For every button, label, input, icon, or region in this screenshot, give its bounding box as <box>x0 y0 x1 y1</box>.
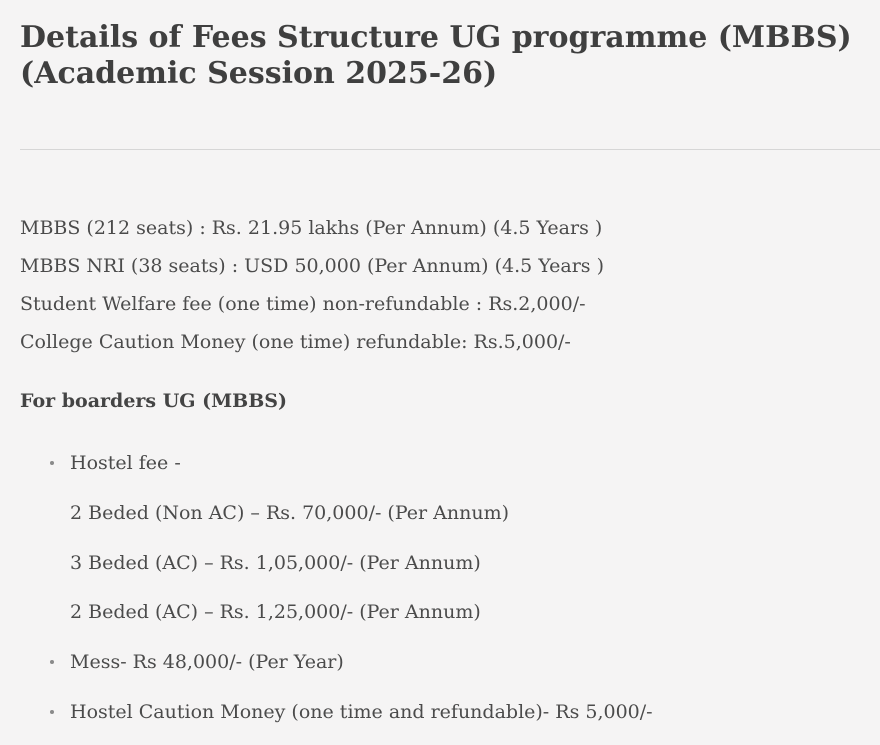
fee-mbbs: MBBS (212 seats) : Rs. 21.95 lakhs (Per Annum) (4.5 Years ) <box>20 217 603 239</box>
boarders-heading: For boarders UG (MBBS) <box>20 390 287 412</box>
list-item-mess <box>0 644 880 694</box>
hostel-room-label: 3 Beded (AC) – Rs. 1,05,000/- (Per Annum) <box>70 551 481 574</box>
hostel-room-3-beded-ac <box>0 545 880 595</box>
list-item-hostel-caution <box>0 694 880 744</box>
page-title-line-1: Details of Fees Structure UG programme (MBBS) <box>20 20 852 55</box>
fee-student-welfare: Student Welfare fee (one time) non-refundable : Rs.2,000/- <box>20 293 586 315</box>
hostel-room-2-beded-ac <box>0 594 880 644</box>
page-title <box>20 20 880 92</box>
mess-fee: Mess- Rs 48,000/- (Per Year) <box>70 651 344 674</box>
bullet-icon <box>50 710 54 714</box>
boarders-list <box>0 445 880 744</box>
bullet-icon <box>50 660 54 664</box>
section-divider <box>20 149 880 150</box>
bullet-icon <box>50 461 54 465</box>
hostel-fee-label: Hostel fee - <box>70 452 181 474</box>
fee-college-caution: College Caution Money (one time) refundable: Rs.5,000/- <box>20 331 571 353</box>
page-title-line-2: (Academic Session 2025-26) <box>20 56 498 91</box>
hostel-room-label: 2 Beded (AC) – Rs. 1,25,000/- (Per Annum) <box>70 601 481 624</box>
hostel-room-label: 2 Beded (Non AC) – Rs. 70,000/- (Per Annum) <box>70 501 509 524</box>
hostel-caution-money: Hostel Caution Money (one time and refundable)- Rs 5,000/- <box>70 700 653 723</box>
fee-mbbs-nri: MBBS NRI (38 seats) : USD 50,000 (Per Annum) (4.5 Years ) <box>20 255 604 277</box>
hostel-room-2-beded-non-ac <box>0 495 880 545</box>
fee-list <box>20 209 880 361</box>
list-item-hostel-fee <box>0 445 880 495</box>
